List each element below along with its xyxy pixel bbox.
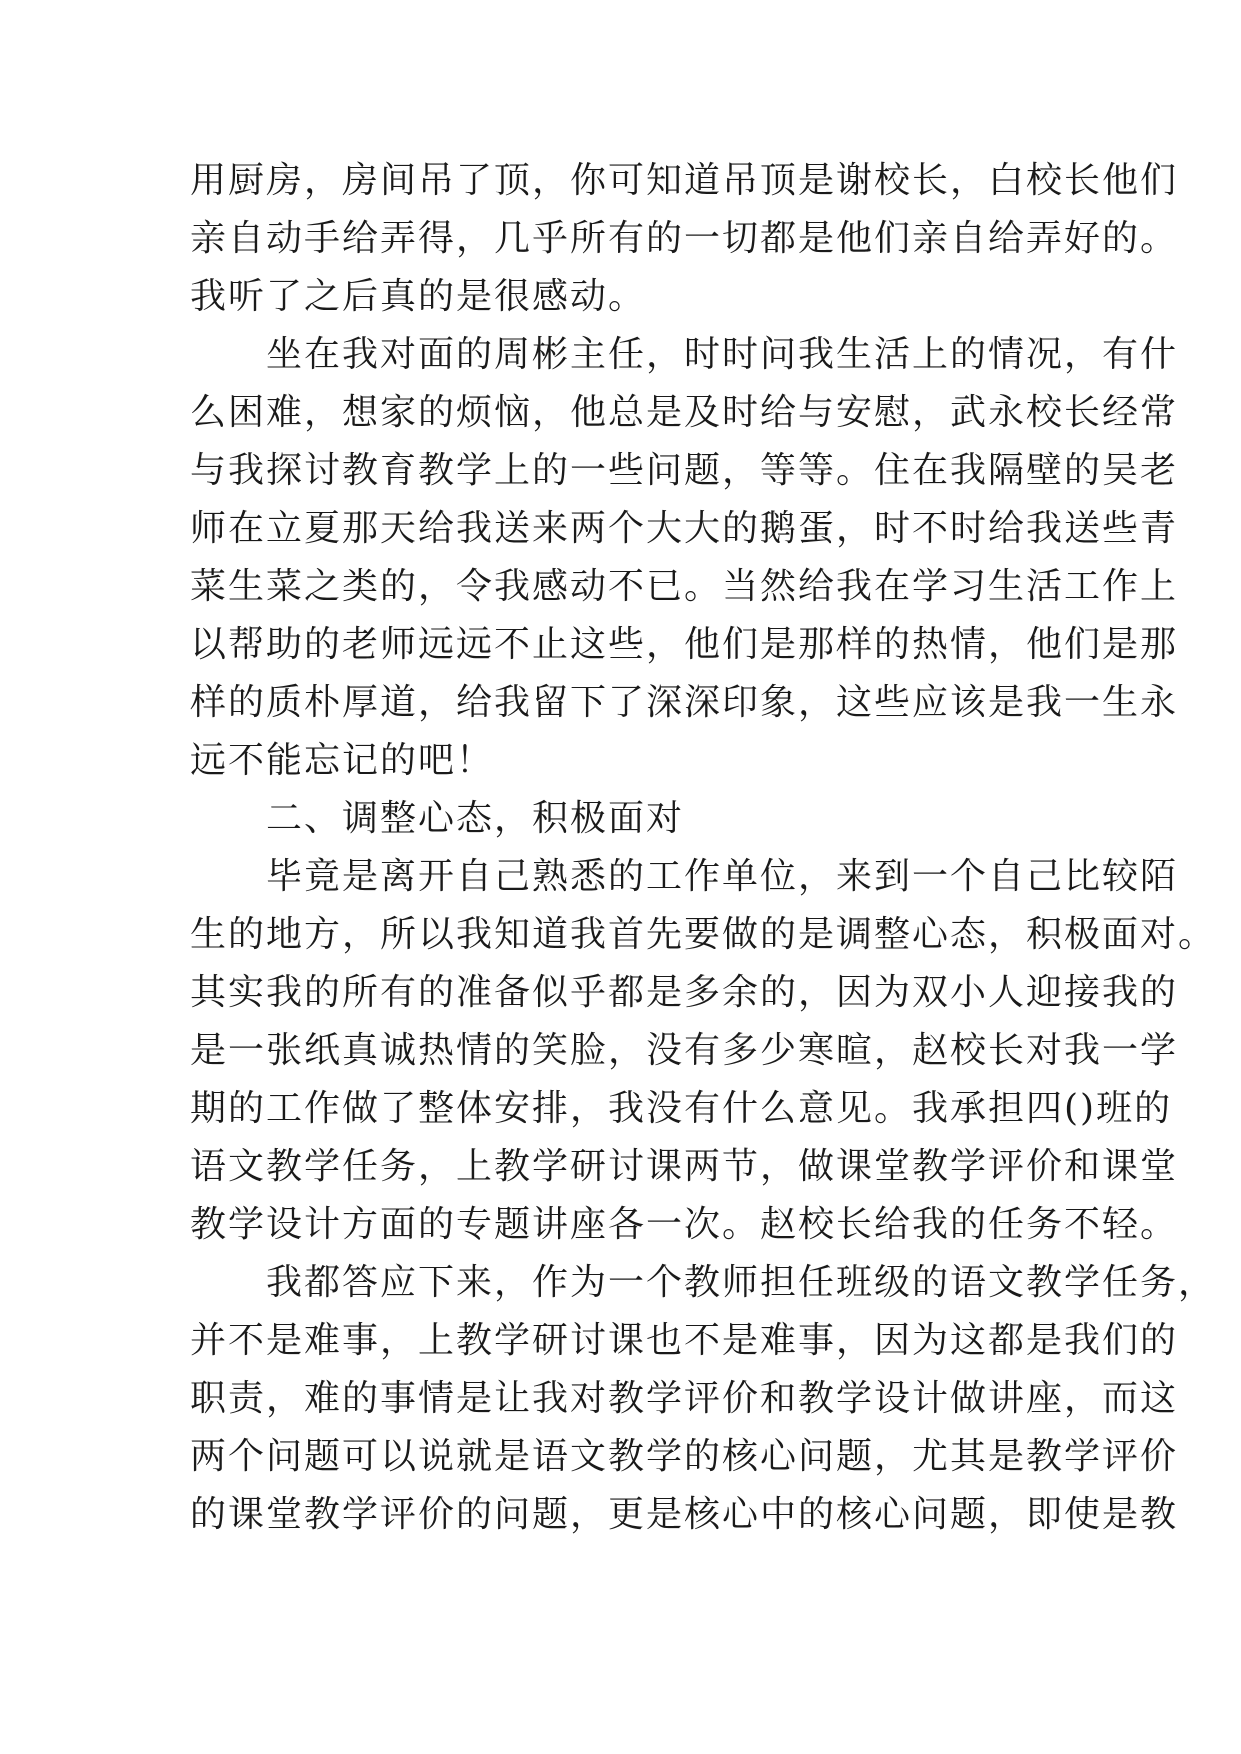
- paragraph-line: 菜生菜之类的，令我感动不已。当然给我在学习生活工作上: [190, 566, 1179, 607]
- paragraph-line: 其实我的所有的准备似乎都是多余的，因为双小人迎接我的: [190, 972, 1179, 1013]
- paragraph-line: 期的工作做了整体安排，我没有什么意见。我承担四()班的: [190, 1088, 1173, 1129]
- paragraph-line: 教学设计方面的专题讲座各一次。赵校长给我的任务不轻。: [190, 1204, 1179, 1245]
- paragraph-line: 远不能忘记的吧！: [190, 740, 495, 781]
- paragraph-line: 毕竟是离开自己熟悉的工作单位，来到一个自己比较陌: [266, 856, 1179, 897]
- paragraph-line: 的课堂教学评价的问题，更是核心中的核心问题，即使是教: [190, 1494, 1179, 1535]
- paragraph-line: 职责，难的事情是让我对教学评价和教学设计做讲座，而这: [190, 1378, 1179, 1419]
- paragraph-line: 样的质朴厚道，给我留下了深深印象，这些应该是我一生永: [190, 682, 1179, 723]
- paragraph-line: 是一张纸真诚热情的笑脸，没有多少寒暄，赵校长对我一学: [190, 1030, 1179, 1071]
- paragraph-line: 么困难，想家的烦恼，他总是及时给与安慰，武永校长经常: [190, 392, 1179, 433]
- paragraph-line: 两个问题可以说就是语文教学的核心问题，尤其是教学评价: [190, 1436, 1179, 1477]
- paragraph-line: 我听了之后真的是很感动。: [190, 276, 647, 317]
- paragraph-line: 与我探讨教育教学上的一些问题，等等。住在我隔壁的吴老: [190, 450, 1179, 491]
- paragraph-line: 语文教学任务，上教学研讨课两节，做课堂教学评价和课堂: [190, 1146, 1179, 1187]
- paragraph-line: 坐在我对面的周彬主任，时时问我生活上的情况，有什: [266, 334, 1179, 375]
- document-body: [190, 152, 1217, 1544]
- paragraph-line: 亲自动手给弄得，几乎所有的一切都是他们亲自给弄好的。: [190, 218, 1179, 259]
- paragraph-line: 并不是难事，上教学研讨课也不是难事，因为这都是我们的: [190, 1320, 1179, 1361]
- paragraph-line: 我都答应下来，作为一个教师担任班级的语文教学任务，: [266, 1262, 1217, 1303]
- paragraph-line: 用厨房，房间吊了顶，你可知道吊顶是谢校长，白校长他们: [190, 160, 1179, 201]
- paragraph-line: 生的地方，所以我知道我首先要做的是调整心态，积极面对。: [190, 914, 1217, 955]
- paragraph-line: 以帮助的老师远远不止这些，他们是那样的热情，他们是那: [190, 624, 1179, 665]
- paragraph-line: 师在立夏那天给我送来两个大大的鹅蛋，时不时给我送些青: [190, 508, 1179, 549]
- section-heading: 二、调整心态，积极面对: [266, 798, 685, 839]
